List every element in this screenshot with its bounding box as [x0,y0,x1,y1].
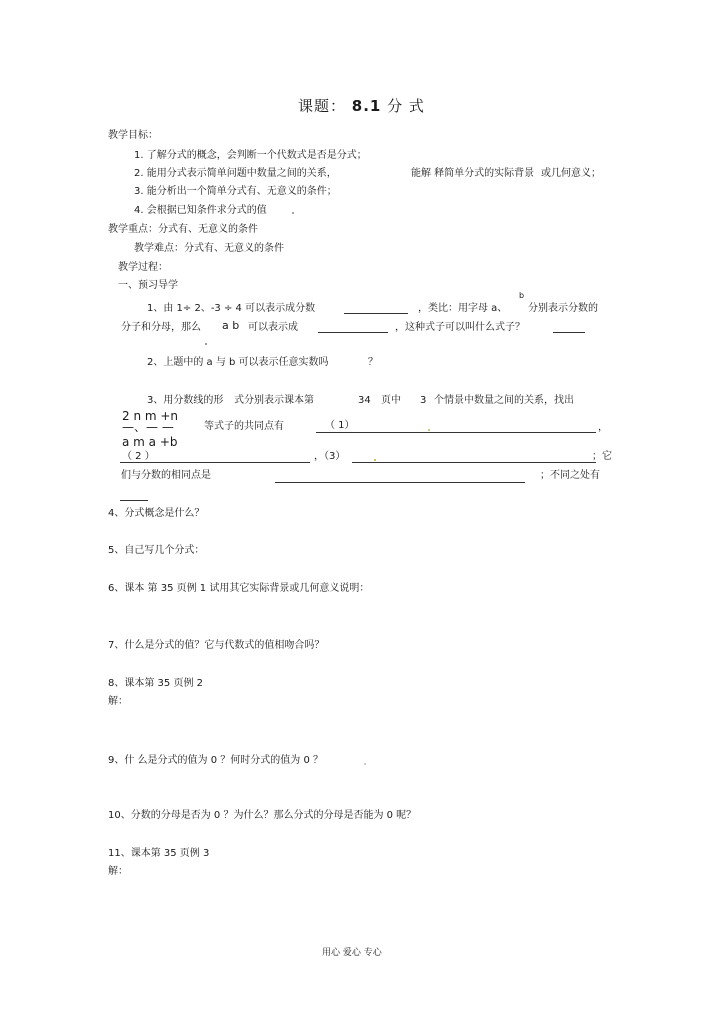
q3-part-g: ；不同之处有 [540,470,600,481]
fraction-denominators: a m a +b [122,435,178,449]
q3-blank-3 [352,462,596,463]
q1-ab: a b [222,319,240,332]
q1-part-e: 可以表示成 [248,322,298,333]
stray-mark [364,763,366,765]
q3-blank-2 [120,462,310,463]
stray-mark [428,429,430,431]
q1-part-b: ，类比：用字母 a、 [418,303,508,314]
q3-part-c: 页中 [381,395,401,406]
fraction-bars: —、— — [122,420,174,434]
q3-comma: ， [598,422,608,433]
q3-blank-4 [275,482,525,483]
stray-mark [292,212,294,214]
difficult-point: 教学难点：分式有、无意义的条件 [134,243,284,254]
stray-mark [205,343,207,345]
q3-blank-1 [316,432,596,433]
q1-blank-3 [553,332,585,333]
objectives-heading: 教学目标： [108,130,158,141]
q1-part-a: 1、由 1÷ 2、-3 ÷ 4 可以表示成分数 [147,303,316,314]
objective-3: 3. 能分析出一个简单分式有、无意义的条件； [134,186,337,197]
q3-page: 34 [358,395,371,406]
section-preview-heading: 一、预习导学 [118,280,178,291]
q3-p3: ，（3） [314,451,346,462]
q3-blank-5 [120,500,148,501]
q3-part-d: 个情景中数量之间的关系，找出 [434,395,574,406]
objective-2: 2. 能用分式表示简单问题中数量之间的关系， [134,168,337,179]
q3-end-ta: ；它 [592,451,612,462]
q1-part-d: 分子和分母，那么 [121,322,201,333]
q2-mark: ？ [368,357,378,368]
q4: 4、分式概念是什么？ [108,508,205,519]
q3-part-f: 们与分数的相同点是 [121,470,211,481]
footer: 用心 爱心 专心 [322,948,382,958]
q9: 9、什 么是分式的值为 0 ？何时分式的值为 0 ？ [108,755,323,766]
objective-2-continued: 能解 释简单分式的实际背景 [411,168,535,179]
q1-blank-1 [344,313,408,314]
q1-blank-2 [318,332,388,333]
q3-part-e: 等式子的共同点有 [204,421,284,432]
q2-text: 2、上题中的 a 与 b 可以表示任意实数吗 [147,357,329,368]
page-title [298,97,425,115]
title-number: 8.1 [351,97,382,115]
key-point: 教学重点：分式有、无意义的条件 [108,224,258,235]
q3-p2: （ 2 ） [122,451,155,462]
q3-part-a: 3、用分数线的形 [147,395,224,406]
objective-2-end: 或几何意义； [541,168,601,179]
objective-4: 4. 会根据已知条件求分式的值 [134,205,267,216]
q6: 6、课本 第 35 页例 1 试用其它实际背景或几何意义说明： [108,583,370,594]
q8-answer-label: 解： [108,696,128,707]
process-heading: 教学过程： [118,262,168,273]
q11-answer-label: 解： [108,866,128,877]
q11: 11、课本第 35 页例 3 [108,848,210,859]
fraction-numerators: 2 n m +n [122,409,179,423]
stray-mark [374,459,376,461]
q1-part-c: 分别表示分数的 [528,303,598,314]
title-prefix: 课题： [298,97,347,115]
objective-1: 1. 了解分式的概念，会判断一个代数式是否是分式； [134,150,367,161]
q8: 8、课本第 35 页例 2 [108,678,203,689]
q5: 5、自己写几个分式： [108,545,205,556]
q3-count: 3 [420,395,427,406]
q3-part-b: 式分别表示课本第 [234,395,314,406]
q1-part-f: ，这种式子可以叫什么式子？ [395,322,525,333]
title-name: 分 式 [387,97,425,115]
q1-sup-b: b [519,291,525,300]
q3-p1: （ 1） [325,420,355,431]
q10: 10、分数的分母是否为 0 ？为什么？那么分式的分母是否能为 0 呢？ [108,810,417,821]
q7: 7、什么是分式的值？它与代数式的值相吻合吗？ [108,640,325,651]
